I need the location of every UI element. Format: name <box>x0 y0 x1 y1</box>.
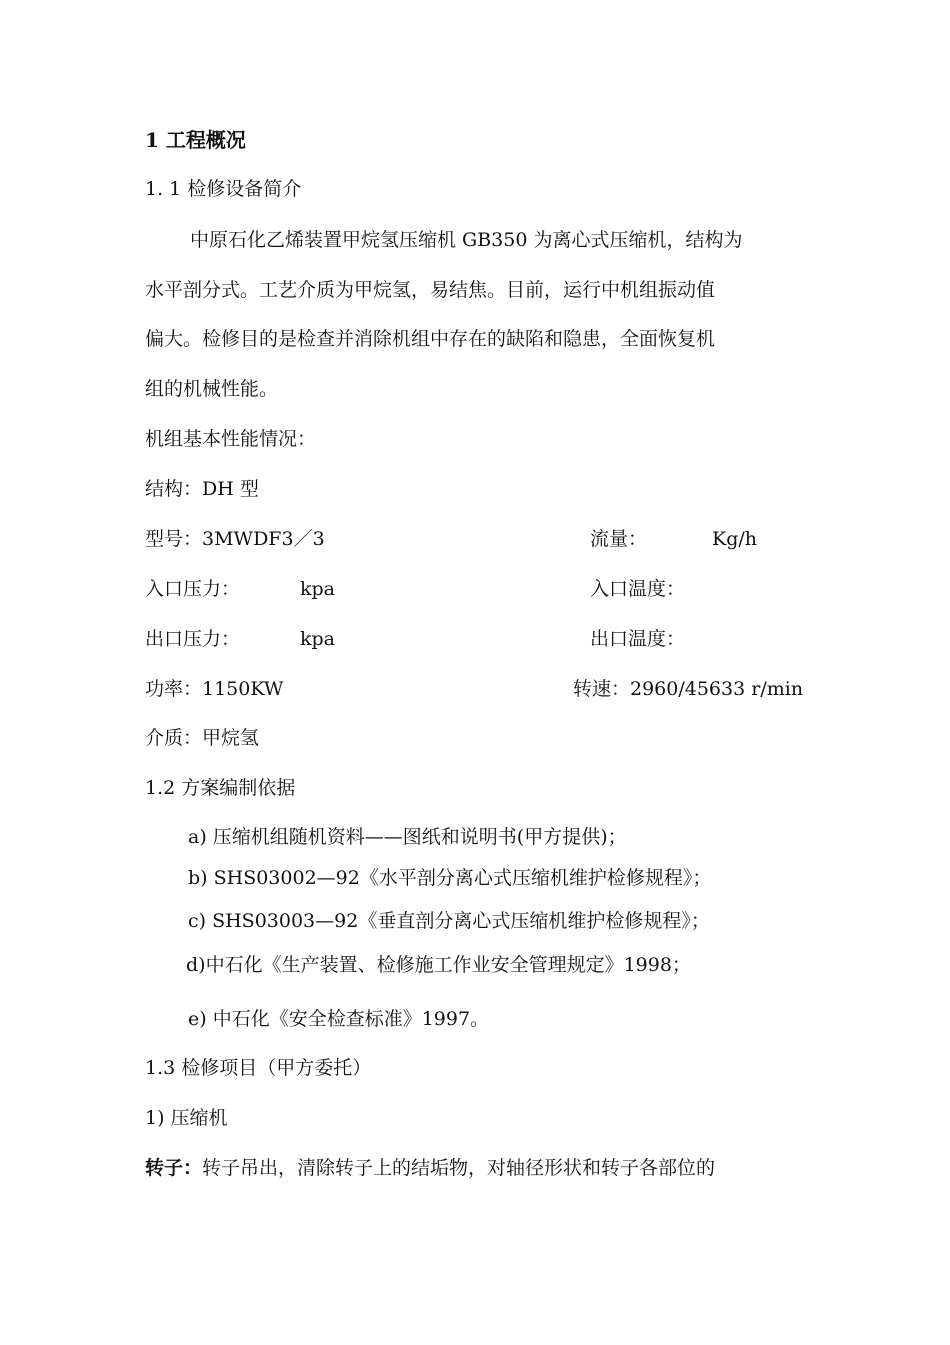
item-compressor: 1) 压缩机 <box>145 1107 228 1129</box>
rotor-label: 转子： <box>145 1157 203 1179</box>
outlet-pressure-unit: kpa <box>300 628 336 650</box>
performance-title: 机组基本性能情况： <box>145 428 317 450</box>
model-spec: 型号：3MWDF3／3 <box>145 528 325 550</box>
basis-item-e: e) 中石化《安全检查标准》1997。 <box>188 1008 490 1030</box>
inlet-temperature-label: 入口温度： <box>590 578 686 600</box>
inlet-pressure-unit: kpa <box>300 578 336 600</box>
outlet-pressure-label: 出口压力： <box>145 628 241 650</box>
flow-label: 流量： <box>590 528 648 550</box>
medium-spec: 介质：甲烷氢 <box>145 727 260 749</box>
intro-paragraph-line-4: 组的机械性能。 <box>145 378 279 400</box>
intro-paragraph-line-3: 偏大。检修目的是检查并消除机组中存在的缺陷和隐患，全面恢复机 <box>145 328 716 350</box>
subsection-heading-1-2: 1.2 方案编制依据 <box>145 777 296 799</box>
basis-item-d: d)中石化《生产装置、检修施工作业安全管理规定》1998； <box>186 954 691 976</box>
subsection-heading-1-1: 1. 1 检修设备简介 <box>145 178 302 200</box>
basis-item-b: b) SHS03002—92《水平剖分离心式压缩机维护检修规程》； <box>188 867 712 889</box>
speed-spec: 转速：2960/45633 r/min <box>573 678 804 700</box>
subsection-heading-1-3: 1.3 检修项目（甲方委托） <box>145 1057 372 1079</box>
basis-item-c: c) SHS03003—92《垂直剖分离心式压缩机维护检修规程》； <box>188 910 710 932</box>
intro-paragraph-line-1: 中原石化乙烯装置甲烷氢压缩机 GB350 为离心式压缩机，结构为 <box>190 229 743 251</box>
rotor-paragraph <box>145 1156 715 1180</box>
power-spec: 功率：1150KW <box>145 678 284 700</box>
section-heading: 1 工程概况 <box>145 128 246 152</box>
outlet-temperature-label: 出口温度： <box>590 628 686 650</box>
flow-unit: Kg/h <box>712 528 757 550</box>
basis-item-a: a) 压缩机组随机资料——图纸和说明书(甲方提供)； <box>188 826 627 848</box>
rotor-text: 转子吊出，清除转子上的结垢物，对轴径形状和转子各部位的 <box>202 1157 716 1179</box>
structure-spec: 结构：DH 型 <box>145 478 259 500</box>
intro-paragraph-line-2: 水平剖分式。工艺介质为甲烷氢，易结焦。目前，运行中机组振动值 <box>145 279 716 301</box>
inlet-pressure-label: 入口压力： <box>145 578 241 600</box>
